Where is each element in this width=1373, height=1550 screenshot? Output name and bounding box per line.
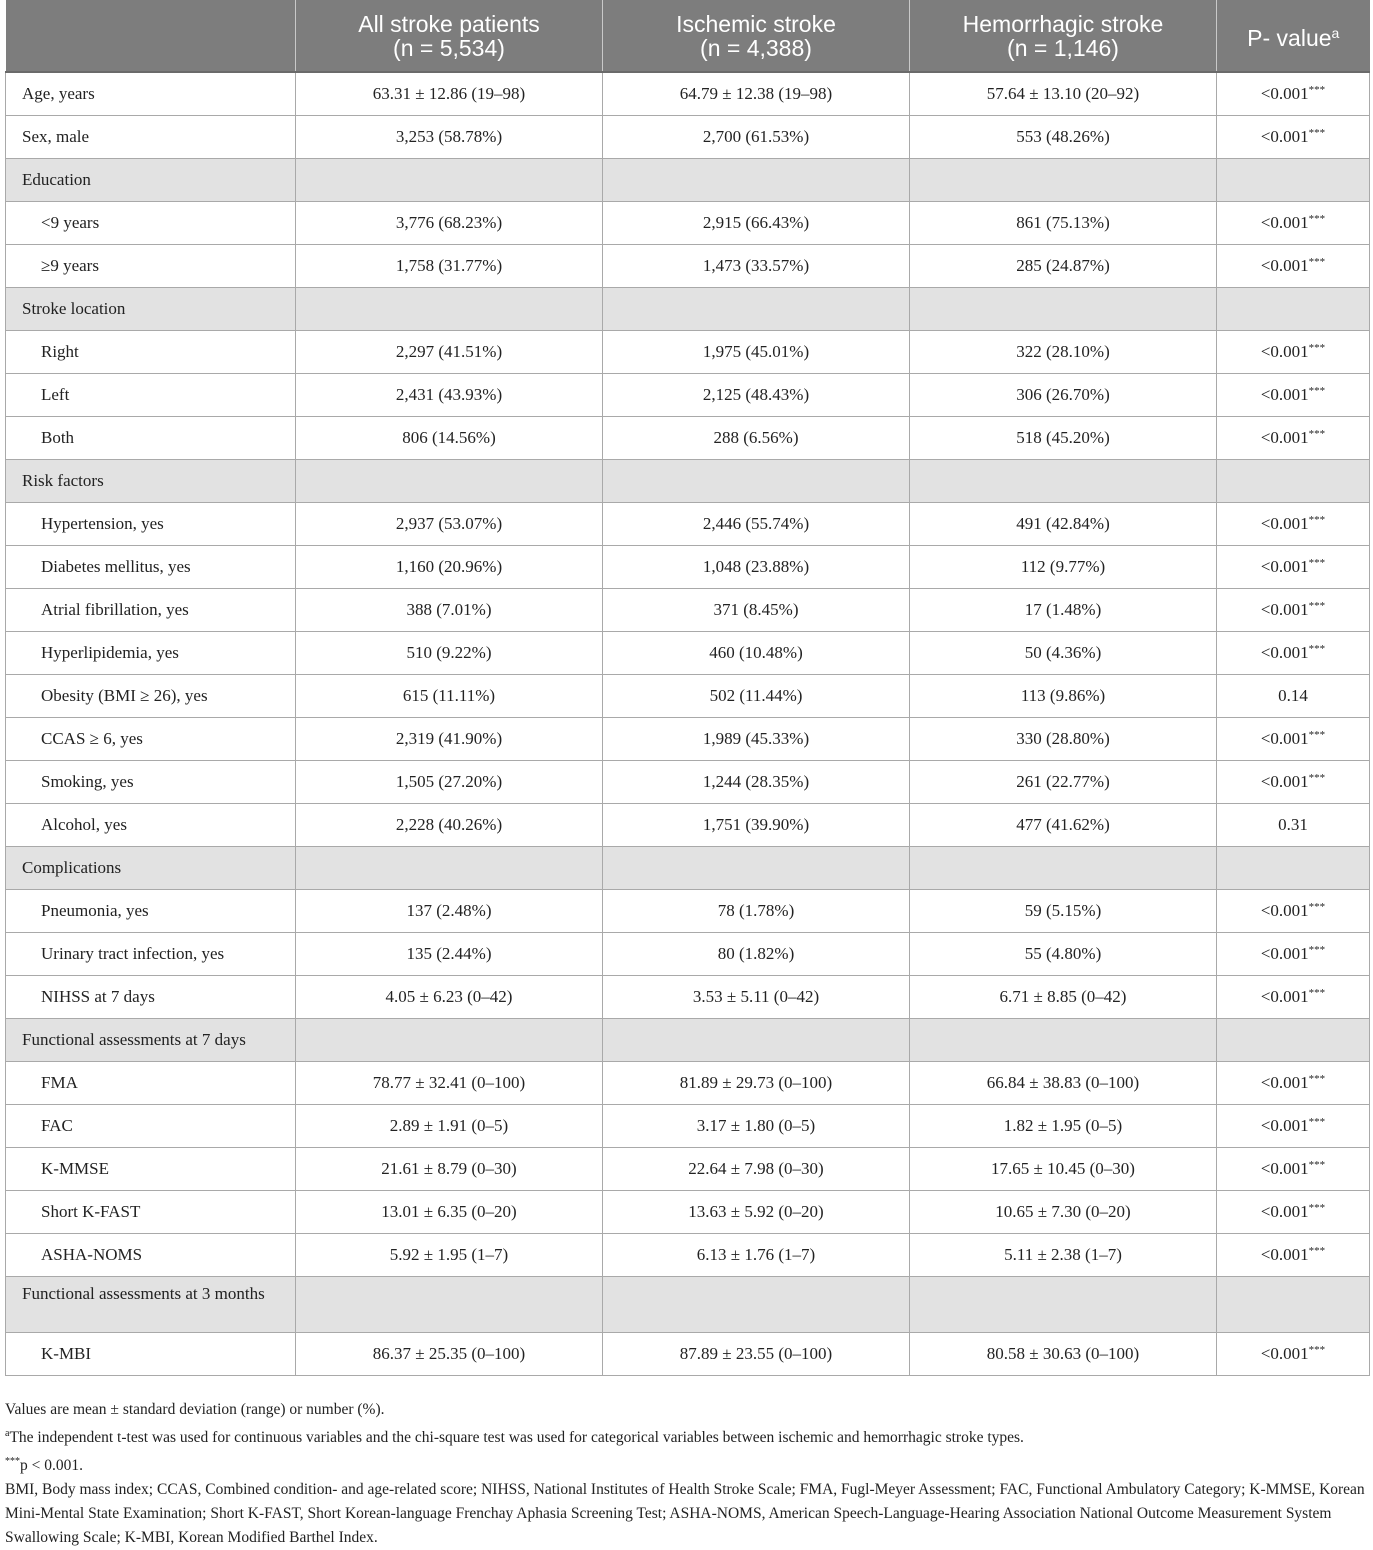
significance-mark: *** (1308, 1158, 1326, 1171)
significance-mark: *** (1308, 341, 1326, 354)
cell-p-value (1217, 502, 1370, 545)
cell-all-stroke: 63.31 ± 12.86 (19–98) (296, 72, 603, 115)
cell-ischemic: 80 (1.82%) (603, 932, 910, 975)
cell-hemorrhagic: 17 (1.48%) (910, 588, 1217, 631)
cell-ischemic: 2,700 (61.53%) (603, 115, 910, 158)
section-empty-cell (603, 287, 910, 330)
section-label: Complications (6, 846, 296, 889)
section-header-row (6, 459, 1370, 502)
cell-p-value (1217, 1061, 1370, 1104)
baseline-characteristics-table (5, 0, 1370, 1376)
significance-mark: *** (1308, 599, 1326, 612)
cell-ischemic: 1,244 (28.35%) (603, 760, 910, 803)
section-empty-cell (603, 1276, 910, 1332)
p-value-text: <0.001 (1260, 642, 1309, 662)
p-value-text: <0.001 (1260, 384, 1309, 404)
table-row (6, 373, 1370, 416)
significance-mark: *** (1308, 255, 1326, 268)
table-row (6, 760, 1370, 803)
cell-all-stroke: 2.89 ± 1.91 (0–5) (296, 1104, 603, 1147)
p-value-text: <0.001 (1260, 255, 1309, 275)
footnote-significance (5, 1450, 1369, 1478)
row-label: Alcohol, yes (6, 803, 296, 846)
header-p-value (1217, 0, 1370, 72)
p-value-text: <0.001 (1260, 427, 1309, 447)
section-empty-cell (603, 1018, 910, 1061)
row-label: NIHSS at 7 days (6, 975, 296, 1018)
cell-all-stroke: 1,505 (27.20%) (296, 760, 603, 803)
row-label: ≥9 years (6, 244, 296, 287)
header-hemorrhagic (910, 0, 1217, 72)
cell-p-value (1217, 760, 1370, 803)
cell-hemorrhagic: 518 (45.20%) (910, 416, 1217, 459)
cell-hemorrhagic: 66.84 ± 38.83 (0–100) (910, 1061, 1217, 1104)
significance-mark: *** (1308, 126, 1326, 139)
header-ischemic-n: (n = 4,388) (700, 34, 812, 61)
significance-mark: *** (1308, 771, 1326, 784)
footnote-values: Values are mean ± standard deviation (range) or number (%). (5, 1401, 385, 1418)
cell-p-value (1217, 1233, 1370, 1276)
section-empty-cell (910, 287, 1217, 330)
section-header-row (6, 287, 1370, 330)
p-value-text: <0.001 (1260, 599, 1309, 619)
cell-all-stroke: 137 (2.48%) (296, 889, 603, 932)
significance-mark: *** (1308, 83, 1326, 96)
section-empty-cell (910, 459, 1217, 502)
significance-mark: *** (1308, 728, 1326, 741)
cell-ischemic: 1,048 (23.88%) (603, 545, 910, 588)
cell-p-value (1217, 1332, 1370, 1375)
cell-p-value (1217, 674, 1370, 717)
cell-all-stroke: 21.61 ± 8.79 (0–30) (296, 1147, 603, 1190)
table-row (6, 674, 1370, 717)
cell-ischemic: 87.89 ± 23.55 (0–100) (603, 1332, 910, 1375)
cell-ischemic: 1,473 (33.57%) (603, 244, 910, 287)
row-label: Left (6, 373, 296, 416)
cell-p-value (1217, 889, 1370, 932)
cell-ischemic: 1,989 (45.33%) (603, 717, 910, 760)
table-row (6, 201, 1370, 244)
cell-hemorrhagic: 80.58 ± 30.63 (0–100) (910, 1332, 1217, 1375)
cell-all-stroke: 2,228 (40.26%) (296, 803, 603, 846)
p-value-text: <0.001 (1260, 1343, 1309, 1363)
p-value-text: <0.001 (1260, 1115, 1309, 1135)
cell-all-stroke: 510 (9.22%) (296, 631, 603, 674)
cell-all-stroke: 5.92 ± 1.95 (1–7) (296, 1233, 603, 1276)
cell-all-stroke: 135 (2.44%) (296, 932, 603, 975)
cell-ischemic: 13.63 ± 5.92 (0–20) (603, 1190, 910, 1233)
cell-hemorrhagic: 59 (5.15%) (910, 889, 1217, 932)
cell-all-stroke: 388 (7.01%) (296, 588, 603, 631)
cell-ischemic: 502 (11.44%) (603, 674, 910, 717)
section-label: Risk factors (6, 459, 296, 502)
cell-p-value (1217, 416, 1370, 459)
header-ischemic (603, 0, 910, 72)
cell-all-stroke: 86.37 ± 25.35 (0–100) (296, 1332, 603, 1375)
row-label: Obesity (BMI ≥ 26), yes (6, 674, 296, 717)
p-value-text: <0.001 (1260, 986, 1309, 1006)
section-empty-cell (910, 158, 1217, 201)
header-p-value-label: P- value (1247, 25, 1332, 51)
table-row (6, 1190, 1370, 1233)
section-label: Functional assessments at 7 days (6, 1018, 296, 1061)
cell-hemorrhagic: 5.11 ± 2.38 (1–7) (910, 1233, 1217, 1276)
cell-all-stroke: 2,937 (53.07%) (296, 502, 603, 545)
section-empty-cell (603, 459, 910, 502)
p-value-text: <0.001 (1260, 83, 1309, 103)
table-row (6, 889, 1370, 932)
table-row (6, 631, 1370, 674)
table-row (6, 1233, 1370, 1276)
footnote-a (5, 1422, 1369, 1450)
section-empty-cell (1217, 287, 1370, 330)
section-empty-cell (1217, 459, 1370, 502)
header-hemorrhagic-n: (n = 1,146) (1007, 34, 1119, 61)
cell-all-stroke: 806 (14.56%) (296, 416, 603, 459)
p-value-text: <0.001 (1260, 212, 1309, 232)
row-label: Smoking, yes (6, 760, 296, 803)
cell-hemorrhagic: 50 (4.36%) (910, 631, 1217, 674)
significance-mark: *** (1308, 1244, 1326, 1257)
p-value-text: <0.001 (1260, 728, 1309, 748)
cell-p-value (1217, 115, 1370, 158)
section-empty-cell (910, 1018, 1217, 1061)
footnote-a-text: The independent t-test was used for continuous variables and the chi-square test was used for categorical variables between ischemic and hemorrhagic stroke types. (9, 1429, 1024, 1446)
table-row (6, 975, 1370, 1018)
significance-mark: *** (1308, 943, 1326, 956)
row-label: FAC (6, 1104, 296, 1147)
section-label: Stroke location (6, 287, 296, 330)
cell-p-value (1217, 588, 1370, 631)
cell-hemorrhagic: 55 (4.80%) (910, 932, 1217, 975)
cell-ischemic: 460 (10.48%) (603, 631, 910, 674)
section-header-row (6, 846, 1370, 889)
cell-all-stroke: 2,431 (43.93%) (296, 373, 603, 416)
p-value-text: 0.31 (1278, 814, 1308, 834)
cell-p-value (1217, 975, 1370, 1018)
cell-ischemic: 64.79 ± 12.38 (19–98) (603, 72, 910, 115)
footnote-significance-mark: *** (5, 1456, 20, 1467)
header-empty-cell (6, 0, 296, 72)
cell-all-stroke: 2,297 (41.51%) (296, 330, 603, 373)
section-label: Functional assessments at 3 months (6, 1276, 296, 1332)
cell-hemorrhagic: 491 (42.84%) (910, 502, 1217, 545)
p-value-text: <0.001 (1260, 341, 1309, 361)
header-all-stroke-n: (n = 5,534) (393, 34, 505, 61)
section-empty-cell (1217, 1276, 1370, 1332)
table-row (6, 72, 1370, 115)
row-label: FMA (6, 1061, 296, 1104)
section-header-row (6, 1018, 1370, 1061)
cell-ischemic: 371 (8.45%) (603, 588, 910, 631)
row-label: K-MMSE (6, 1147, 296, 1190)
row-label: ASHA-NOMS (6, 1233, 296, 1276)
table-row (6, 1061, 1370, 1104)
table-header-row (6, 0, 1370, 72)
p-value-text: <0.001 (1260, 513, 1309, 533)
section-header-row (6, 158, 1370, 201)
significance-mark: *** (1308, 642, 1326, 655)
table-row (6, 588, 1370, 631)
row-label: Diabetes mellitus, yes (6, 545, 296, 588)
table-footnotes (5, 1398, 1369, 1550)
cell-hemorrhagic: 261 (22.77%) (910, 760, 1217, 803)
p-value-text: <0.001 (1260, 900, 1309, 920)
cell-hemorrhagic: 330 (28.80%) (910, 717, 1217, 760)
cell-ischemic: 3.53 ± 5.11 (0–42) (603, 975, 910, 1018)
footnote-a-mark: a (5, 1428, 10, 1439)
section-empty-cell (1217, 846, 1370, 889)
header-all-stroke-title: All stroke patients (358, 10, 540, 37)
cell-ischemic: 2,915 (66.43%) (603, 201, 910, 244)
p-value-text: <0.001 (1260, 1158, 1309, 1178)
table-row (6, 803, 1370, 846)
cell-all-stroke: 2,319 (41.90%) (296, 717, 603, 760)
cell-all-stroke: 3,253 (58.78%) (296, 115, 603, 158)
cell-p-value (1217, 1147, 1370, 1190)
table-row (6, 416, 1370, 459)
cell-hemorrhagic: 322 (28.10%) (910, 330, 1217, 373)
cell-ischemic: 81.89 ± 29.73 (0–100) (603, 1061, 910, 1104)
significance-mark: *** (1308, 212, 1326, 225)
cell-ischemic: 78 (1.78%) (603, 889, 910, 932)
p-value-text: <0.001 (1260, 771, 1309, 791)
cell-p-value (1217, 244, 1370, 287)
table-row (6, 545, 1370, 588)
header-p-value-footnote-mark: a (1331, 25, 1340, 41)
section-empty-cell (296, 287, 603, 330)
cell-ischemic: 3.17 ± 1.80 (0–5) (603, 1104, 910, 1147)
cell-p-value (1217, 1104, 1370, 1147)
cell-p-value (1217, 373, 1370, 416)
cell-ischemic: 288 (6.56%) (603, 416, 910, 459)
cell-ischemic: 1,975 (45.01%) (603, 330, 910, 373)
p-value-text: <0.001 (1260, 126, 1309, 146)
table-row (6, 932, 1370, 975)
cell-p-value (1217, 545, 1370, 588)
footnote-abbreviations: BMI, Body mass index; CCAS, Combined condition- and age-related score; NIHSS, National Institutes of Health Stroke Scale; FMA, Fugl-Meyer Assessment; FAC, Functional Ambulatory Category; K-MMSE, Korean Mini-Mental State Examination; Short K-FAST, Short Korean-language Frenchay Aphasia Screening Test; ASHA-NOMS, American Speech-Language-Hearing Association National Outcome Measurement System Swallowing Scale; K-MBI, Korean Modified Barthel Index. (5, 1481, 1365, 1546)
cell-hemorrhagic: 1.82 ± 1.95 (0–5) (910, 1104, 1217, 1147)
section-empty-cell (603, 158, 910, 201)
cell-hemorrhagic: 306 (26.70%) (910, 373, 1217, 416)
table-body (6, 72, 1370, 1375)
p-value-text: <0.001 (1260, 943, 1309, 963)
cell-hemorrhagic: 553 (48.26%) (910, 115, 1217, 158)
row-label: Pneumonia, yes (6, 889, 296, 932)
row-label: K-MBI (6, 1332, 296, 1375)
cell-p-value (1217, 330, 1370, 373)
row-label: Urinary tract infection, yes (6, 932, 296, 975)
p-value-text: 0.14 (1278, 685, 1308, 705)
cell-p-value (1217, 72, 1370, 115)
significance-mark: *** (1308, 900, 1326, 913)
cell-hemorrhagic: 112 (9.77%) (910, 545, 1217, 588)
section-empty-cell (1217, 1018, 1370, 1061)
table-row (6, 1104, 1370, 1147)
significance-mark: *** (1308, 513, 1326, 526)
section-empty-cell (910, 1276, 1217, 1332)
row-label: Both (6, 416, 296, 459)
cell-ischemic: 2,125 (48.43%) (603, 373, 910, 416)
section-empty-cell (296, 459, 603, 502)
significance-mark: *** (1308, 427, 1326, 440)
cell-hemorrhagic: 285 (24.87%) (910, 244, 1217, 287)
significance-mark: *** (1308, 1072, 1326, 1085)
table-row (6, 244, 1370, 287)
cell-p-value (1217, 803, 1370, 846)
table-row (6, 1147, 1370, 1190)
significance-mark: *** (1308, 1115, 1326, 1128)
table-row (6, 1332, 1370, 1375)
cell-p-value (1217, 631, 1370, 674)
row-label: Hyperlipidemia, yes (6, 631, 296, 674)
section-label: Education (6, 158, 296, 201)
cell-ischemic: 2,446 (55.74%) (603, 502, 910, 545)
row-label: Age, years (6, 72, 296, 115)
cell-hemorrhagic: 57.64 ± 13.10 (20–92) (910, 72, 1217, 115)
table-row (6, 115, 1370, 158)
section-empty-cell (296, 1276, 603, 1332)
cell-all-stroke: 615 (11.11%) (296, 674, 603, 717)
p-value-text: <0.001 (1260, 556, 1309, 576)
cell-p-value (1217, 717, 1370, 760)
header-all-stroke (296, 0, 603, 72)
p-value-text: <0.001 (1260, 1244, 1309, 1264)
cell-all-stroke: 1,160 (20.96%) (296, 545, 603, 588)
cell-hemorrhagic: 477 (41.62%) (910, 803, 1217, 846)
row-label: Hypertension, yes (6, 502, 296, 545)
cell-all-stroke: 3,776 (68.23%) (296, 201, 603, 244)
cell-hemorrhagic: 6.71 ± 8.85 (0–42) (910, 975, 1217, 1018)
cell-hemorrhagic: 17.65 ± 10.45 (0–30) (910, 1147, 1217, 1190)
cell-all-stroke: 1,758 (31.77%) (296, 244, 603, 287)
significance-mark: *** (1308, 1343, 1326, 1356)
section-empty-cell (1217, 158, 1370, 201)
row-label: Sex, male (6, 115, 296, 158)
p-value-text: <0.001 (1260, 1201, 1309, 1221)
row-label: CCAS ≥ 6, yes (6, 717, 296, 760)
significance-mark: *** (1308, 986, 1326, 999)
section-empty-cell (296, 846, 603, 889)
cell-ischemic: 22.64 ± 7.98 (0–30) (603, 1147, 910, 1190)
section-empty-cell (296, 1018, 603, 1061)
footnote-significance-text: p < 0.001. (20, 1457, 83, 1474)
p-value-text: <0.001 (1260, 1072, 1309, 1092)
table-row (6, 502, 1370, 545)
cell-hemorrhagic: 861 (75.13%) (910, 201, 1217, 244)
cell-all-stroke: 13.01 ± 6.35 (0–20) (296, 1190, 603, 1233)
cell-ischemic: 1,751 (39.90%) (603, 803, 910, 846)
section-header-row (6, 1276, 1370, 1332)
cell-hemorrhagic: 10.65 ± 7.30 (0–20) (910, 1190, 1217, 1233)
header-ischemic-title: Ischemic stroke (676, 10, 836, 37)
cell-p-value (1217, 201, 1370, 244)
significance-mark: *** (1308, 384, 1326, 397)
cell-all-stroke: 4.05 ± 6.23 (0–42) (296, 975, 603, 1018)
cell-all-stroke: 78.77 ± 32.41 (0–100) (296, 1061, 603, 1104)
row-label: <9 years (6, 201, 296, 244)
header-hemorrhagic-title: Hemorrhagic stroke (962, 10, 1164, 37)
section-empty-cell (296, 158, 603, 201)
cell-hemorrhagic: 113 (9.86%) (910, 674, 1217, 717)
row-label: Short K-FAST (6, 1190, 296, 1233)
cell-ischemic: 6.13 ± 1.76 (1–7) (603, 1233, 910, 1276)
row-label: Atrial fibrillation, yes (6, 588, 296, 631)
table-row (6, 717, 1370, 760)
row-label: Right (6, 330, 296, 373)
cell-p-value (1217, 1190, 1370, 1233)
table-row (6, 330, 1370, 373)
cell-p-value (1217, 932, 1370, 975)
significance-mark: *** (1308, 556, 1326, 569)
section-empty-cell (603, 846, 910, 889)
section-empty-cell (910, 846, 1217, 889)
significance-mark: *** (1308, 1201, 1326, 1214)
